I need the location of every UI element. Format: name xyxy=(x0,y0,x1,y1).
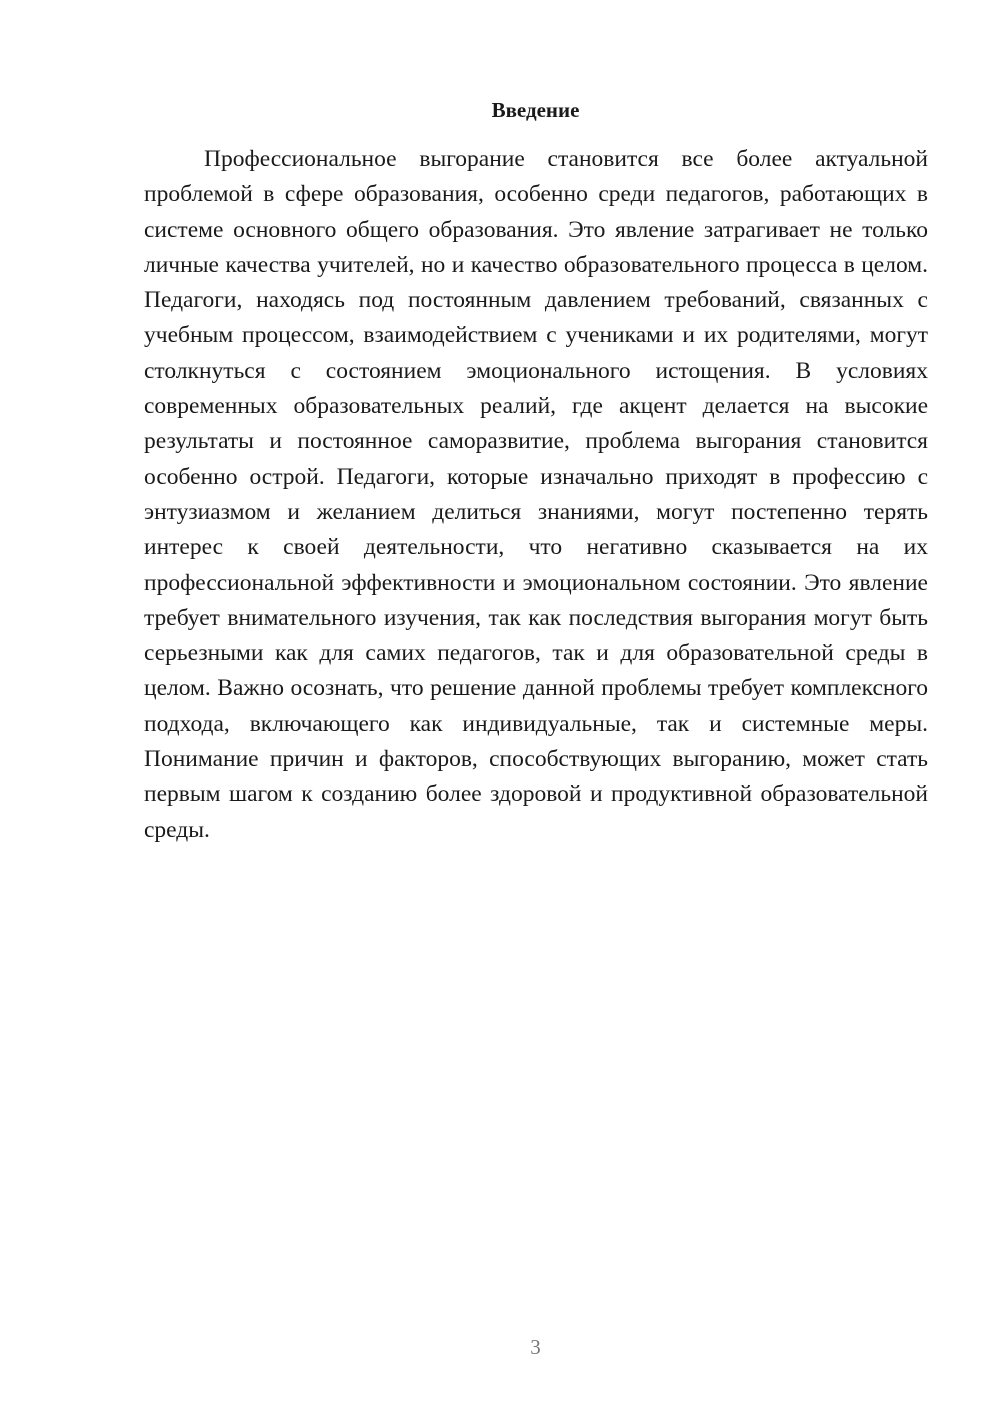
intro-paragraph: Профессиональное выгорание становится все более актуальной проблемой в сфере образования, особенно среди педагогов, работающих в системе основного общего образования. Это явление затрагивает не только личные качества учителей, но и качество образовательного процесса в целом. Педагоги, находясь под постоянным давлением требований, связанных с учебным процессом, взаимодействием с учениками и их родителями, могут столкнуться с состоянием эмоционального истощения. В условиях современных образовательных реалий, где акцент делается на высокие результаты и постоянное саморазвитие, проблема выгорания становится особенно острой. Педагоги, которые изначально приходят в профессию с энтузиазмом и желанием делиться знаниями, могут постепенно терять интерес к своей деятельности, что негативно сказывается на их профессиональной эффективности и эмоциональном состоянии. Это явление требует внимательного изучения, так как последствия выгорания могут быть серьезными как для самих педагогов, так и для образовательной среды в целом. Важно осознать, что решение данной проблемы требует комплексного подхода, включающего как индивидуальные, так и системные меры. Понимание причин и факторов, способствующих выгоранию, может стать первым шагом к созданию более здоровой и продуктивной образовательной среды. xyxy=(144,146,928,843)
page-number: 3 xyxy=(530,1335,541,1359)
section-heading: Введение xyxy=(491,98,580,122)
